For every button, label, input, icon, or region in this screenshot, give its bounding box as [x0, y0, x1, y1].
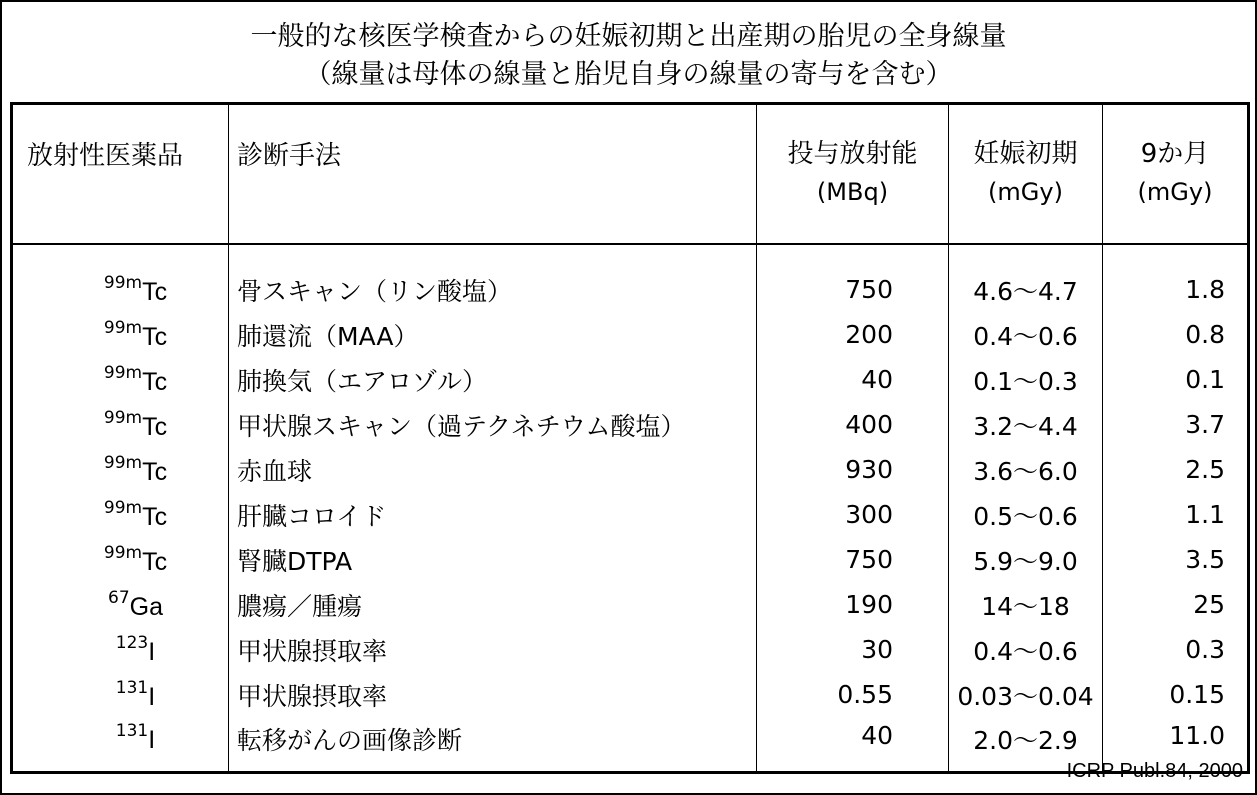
method-cell: 肺還流（MAA）	[229, 312, 757, 357]
table-row	[12, 492, 1249, 537]
activity-cell: 0.55	[757, 672, 949, 717]
header-activity-unit: (MBq)	[816, 178, 889, 206]
table-row	[12, 402, 1249, 447]
activity-cell: 190	[757, 582, 949, 627]
method-cell: 膿瘍／腫瘍	[229, 582, 757, 627]
isotope-cell	[12, 267, 229, 312]
nine-month-dose-cell: 0.1	[1103, 357, 1249, 402]
title-line-1: 一般的な核医学検査からの妊娠初期と出産期の胎児の全身線量	[250, 21, 1007, 52]
nine-month-dose-cell: 0.15	[1103, 672, 1249, 717]
isotope-cell	[12, 672, 229, 717]
activity-cell: 930	[757, 447, 949, 492]
isotope-mass-number: 67	[108, 587, 130, 608]
source-citation: ICRP Publ.84, 2000	[1066, 760, 1243, 782]
isotope-cell	[12, 492, 229, 537]
nine-month-dose-cell: 3.7	[1103, 402, 1249, 447]
early-dose-cell: 0.5～0.6	[949, 492, 1103, 537]
isotope-cell	[12, 717, 229, 773]
early-dose-cell: 3.2～4.4	[949, 402, 1103, 447]
activity-cell: 40	[757, 357, 949, 402]
activity-cell: 750	[757, 267, 949, 312]
table-row	[12, 357, 1249, 402]
isotope-mass-number: 123	[115, 632, 149, 653]
header-nine-months-label: 9か月	[1140, 139, 1210, 169]
early-dose-cell: 0.4～0.6	[949, 312, 1103, 357]
isotope-element: Tc	[142, 547, 168, 576]
method-cell: 腎臓DTPA	[229, 537, 757, 582]
isotope-mass-number: 99m	[103, 542, 143, 563]
method-cell: 骨スキャン（リン酸塩）	[229, 267, 757, 312]
isotope-element: Tc	[142, 367, 168, 396]
nine-month-dose-cell: 11.0	[1103, 717, 1249, 773]
nine-month-dose-cell: 0.3	[1103, 627, 1249, 672]
isotope-mass-number: 99m	[103, 452, 143, 473]
table-row	[12, 312, 1249, 357]
header-early-label: 妊娠初期	[973, 139, 1078, 169]
isotope-cell	[12, 402, 229, 447]
isotope-mass-number: 99m	[103, 272, 143, 293]
table-row	[12, 717, 1249, 773]
isotope-element: I	[148, 682, 156, 711]
activity-cell: 40	[757, 717, 949, 773]
isotope-element: Tc	[142, 322, 168, 351]
activity-cell: 300	[757, 492, 949, 537]
header-method: 診断手法	[229, 104, 757, 245]
early-dose-cell: 14～18	[949, 582, 1103, 627]
early-dose-cell: 4.6～4.7	[949, 267, 1103, 312]
early-dose-cell: 2.0～2.9	[949, 717, 1103, 773]
isotope-mass-number: 99m	[103, 317, 143, 338]
early-dose-cell: 0.03～0.04	[949, 672, 1103, 717]
isotope-cell	[12, 627, 229, 672]
activity-cell: 400	[757, 402, 949, 447]
isotope-element: Tc	[142, 412, 168, 441]
isotope-cell	[12, 582, 229, 627]
nine-month-dose-cell: 3.5	[1103, 537, 1249, 582]
method-cell: 肺換気（エアロゾル）	[229, 357, 757, 402]
nine-month-dose-cell: 0.8	[1103, 312, 1249, 357]
isotope-element: Tc	[142, 277, 168, 306]
isotope-element: Tc	[142, 457, 168, 486]
header-activity	[757, 104, 949, 245]
header-nine-months-unit: (mGy)	[1137, 178, 1213, 206]
isotope-cell	[12, 312, 229, 357]
isotope-mass-number: 99m	[103, 362, 143, 383]
table-body	[12, 244, 1249, 773]
isotope-cell	[12, 537, 229, 582]
table-row	[12, 672, 1249, 717]
table-row	[12, 627, 1249, 672]
early-dose-cell: 3.6～6.0	[949, 447, 1103, 492]
nine-month-dose-cell: 2.5	[1103, 447, 1249, 492]
activity-cell: 750	[757, 537, 949, 582]
method-cell: 赤血球	[229, 447, 757, 492]
activity-cell: 30	[757, 627, 949, 672]
method-cell: 転移がんの画像診断	[229, 717, 757, 773]
isotope-element: Tc	[142, 502, 168, 531]
method-cell: 甲状腺摂取率	[229, 627, 757, 672]
spacer-row	[12, 244, 1249, 267]
title-line-2: （線量は母体の線量と胎児自身の線量の寄与を含む）	[304, 59, 953, 90]
dose-table	[10, 102, 1250, 774]
header-row	[12, 104, 1249, 245]
table-row	[12, 267, 1249, 312]
header-nine-months	[1103, 104, 1249, 245]
method-cell: 甲状腺スキャン（過テクネチウム酸塩）	[229, 402, 757, 447]
nine-month-dose-cell: 25	[1103, 582, 1249, 627]
early-dose-cell: 0.1～0.3	[949, 357, 1103, 402]
early-dose-cell: 0.4～0.6	[949, 627, 1103, 672]
isotope-element: I	[148, 637, 156, 666]
nine-month-dose-cell: 1.1	[1103, 492, 1249, 537]
table-row	[12, 447, 1249, 492]
isotope-cell	[12, 357, 229, 402]
header-radiopharmaceutical: 放射性医薬品	[12, 104, 229, 245]
isotope-mass-number: 131	[115, 721, 149, 741]
isotope-cell	[12, 447, 229, 492]
header-activity-label: 投与放射能	[787, 139, 918, 169]
table-row	[12, 537, 1249, 582]
isotope-mass-number: 131	[115, 677, 149, 698]
activity-cell: 200	[757, 312, 949, 357]
nine-month-dose-cell: 1.8	[1103, 267, 1249, 312]
table-row	[12, 582, 1249, 627]
method-cell: 甲状腺摂取率	[229, 672, 757, 717]
method-cell: 肝臓コロイド	[229, 492, 757, 537]
isotope-mass-number: 99m	[103, 407, 143, 428]
isotope-element: Ga	[129, 592, 163, 621]
isotope-mass-number: 99m	[103, 497, 143, 518]
early-dose-cell: 5.9～9.0	[949, 537, 1103, 582]
isotope-element: I	[148, 726, 156, 754]
header-early-unit: (mGy)	[988, 178, 1063, 206]
header-early	[949, 104, 1103, 245]
